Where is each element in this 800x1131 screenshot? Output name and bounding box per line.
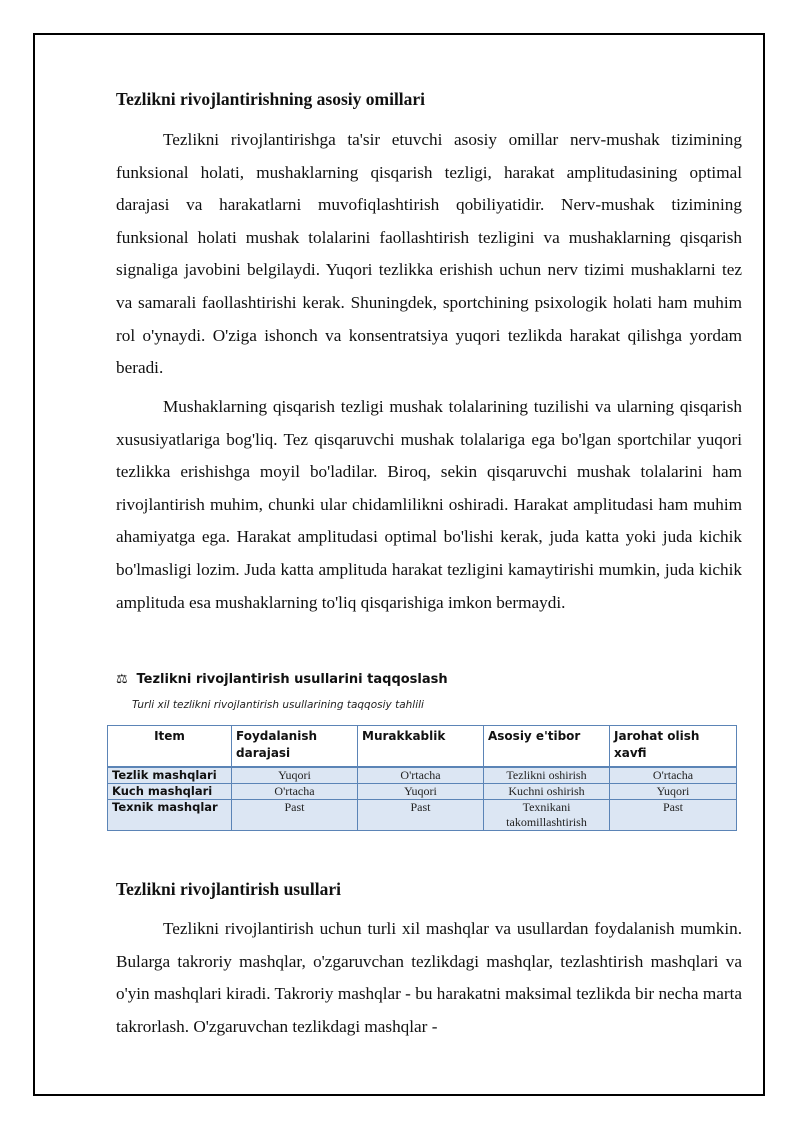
- section-heading-methods: Tezlikni rivojlantirish usullari: [116, 879, 341, 899]
- table-header-row: [108, 726, 737, 768]
- paragraph-methods-1: Tezlikni rivojlantirish uchun turli xil mashqlar va usullardan foydalanish mumkin. Bularga takroriy mashqlar, o'zgaruvchan tezlikdagi mashqlar, tezlashtirish mashqlari va o'yin mashqlari kiradi. Takroriy mashqlar - bu harakatni maksimal tezlikda bir necha marta takrorlash. O'zgaruvchan tezlikdagi mashqlar -: [116, 919, 742, 1036]
- table-cell: Kuchni oshirish: [484, 784, 610, 800]
- table-cell: Past: [358, 800, 484, 831]
- scale-icon: ⚖: [116, 672, 128, 687]
- column-header-injury-risk: Jarohat olish xavfi: [610, 726, 737, 768]
- table-cell: O'rtacha: [610, 767, 737, 784]
- column-header-complexity: Murakkablik: [358, 726, 484, 768]
- table-cell: O'rtacha: [358, 767, 484, 784]
- column-header-main-focus: Asosiy e'tibor: [484, 726, 610, 768]
- table-cell: Yuqori: [610, 784, 737, 800]
- row-label: Kuch mashqlari: [108, 784, 232, 800]
- table-cell: Texnikani takomillashtirish: [484, 800, 610, 831]
- column-header-usage-level: Foydalanish darajasi: [232, 726, 358, 768]
- paragraph-factors-1: Tezlikni rivojlantirishga ta'sir etuvchi asosiy omillar nerv-mushak tizimining funksional holati, mushaklarning qisqarish tezligi, harakat amplitudasining optimal darajasi va harakatlarni muvofiqlashtirish qobiliyatidir. Nerv-mushak tizimining funksional holati mushak tolalarini faollashtirish tezligini va mushaklarning qisqarish signaliga javobini belgilaydi. Yuqori tezlikka erishish uchun nerv tizimi mushaklarni tez va samarali faollashtirishi kerak. Shuningdek, sportchining psixologik holati ham muhim rol o'ynaydi. O'ziga ishonch va konsentratsiya yuqori tezlikda harakat qilishga yordam beradi.: [116, 130, 742, 378]
- table-cell: Yuqori: [358, 784, 484, 800]
- table-row: [108, 767, 737, 784]
- column-header-item: Item: [108, 726, 232, 768]
- table-title-text: Tezlikni rivojlantirish usullarini taqqoslash: [136, 672, 448, 687]
- table-cell: Tezlikni oshirish: [484, 767, 610, 784]
- paragraph-factors-2: Mushaklarning qisqarish tezligi mushak tolalarining tuzilishi va ularning qisqarish xususiyatlariga bog'liq. Tez qisqaruvchi mushak tolalariga ega bo'lgan sportchilar yuqori tezlikka erishishga moyil bo'ladilar. Biroq, sekin qisqaruvchi mushak tolalarini ham rivojlantirish muhim, chunki ular chidamlilikni oshiradi. Harakat amplitudasi ham muhim ahamiyatga ega. Harakat amplitudasi optimal bo'lishi kerak, juda katta yoki juda kichik bo'lmasligi lozim. Juda katta amplituda harakat tezligini kamaytirishi mumkin, juda kichik amplituda esa mushaklarning to'liq qisqarishiga imkon bermaydi.: [116, 397, 742, 612]
- table-title: [116, 671, 448, 689]
- table-caption: Turli xil tezlikni rivojlantirish usullarining taqqosiy tahlili: [132, 699, 424, 711]
- table-cell: Past: [610, 800, 737, 831]
- table-row: [108, 800, 737, 831]
- section-heading-factors: Tezlikni rivojlantirishning asosiy omillari: [116, 89, 426, 109]
- table-cell: Yuqori: [232, 767, 358, 784]
- comparison-table: [107, 725, 737, 831]
- row-label: Tezlik mashqlari: [108, 767, 232, 784]
- table-cell: Past: [232, 800, 358, 831]
- table-row: [108, 784, 737, 800]
- row-label: Texnik mashqlar: [108, 800, 232, 831]
- table-cell: O'rtacha: [232, 784, 358, 800]
